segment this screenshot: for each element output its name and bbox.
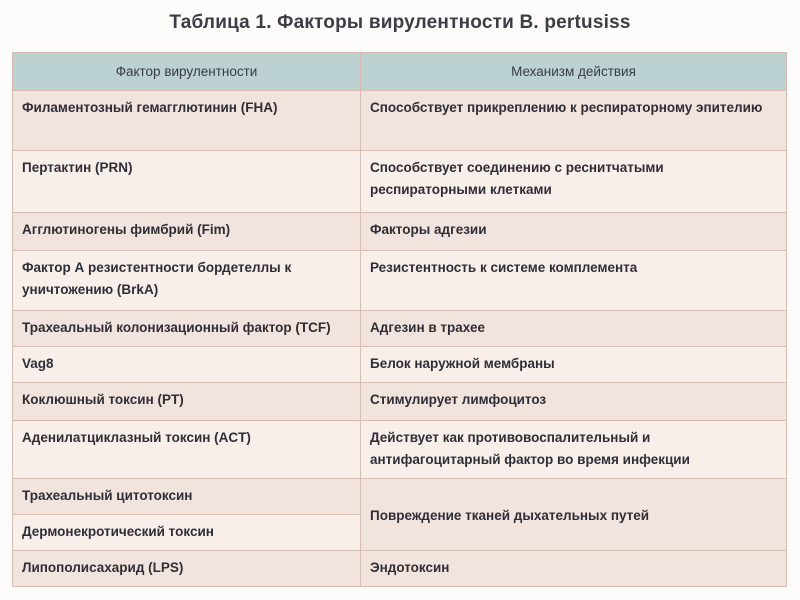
- mechanism-cell: Стимулирует лимфоцитоз: [361, 383, 787, 421]
- factor-cell: Аденилатциклазный токсин (ACT): [13, 421, 361, 479]
- factor-cell: Пертактин (PRN): [13, 151, 361, 213]
- mechanism-cell: Белок наружной мембраны: [361, 347, 787, 383]
- table-row: [13, 251, 787, 311]
- table-title: Таблица 1. Факторы вирулентности B. pertusiss: [169, 12, 631, 33]
- factor-cell: Vag8: [13, 347, 361, 383]
- factor-cell: Трахеальный колонизационный фактор (TCF): [13, 311, 361, 347]
- mechanism-cell: Резистентность к системе комплемента: [361, 251, 787, 311]
- table-row: [13, 479, 787, 515]
- table-row: [13, 421, 787, 479]
- mechanism-cell-merged: Повреждение тканей дыхательных путей: [361, 479, 787, 551]
- table-header-row: [13, 53, 787, 91]
- mechanism-cell: Факторы адгезии: [361, 213, 787, 251]
- virulence-factors-table: [12, 52, 787, 587]
- mechanism-cell: Адгезин в трахее: [361, 311, 787, 347]
- factor-cell: Трахеальный цитотоксин: [13, 479, 361, 515]
- table-row: [13, 383, 787, 421]
- factor-cell: Дермонекротический токсин: [13, 515, 361, 551]
- factor-cell: Агглютиногены фимбрий (Fim): [13, 213, 361, 251]
- mechanism-cell: Способствует соединению с реснитчатыми респираторными клетками: [361, 151, 787, 213]
- table-row: [13, 551, 787, 587]
- column-header-mechanism: Механизм действия: [361, 53, 787, 91]
- table-row: [13, 347, 787, 383]
- mechanism-cell: Способствует прикреплению к респираторному эпителию: [361, 91, 787, 151]
- factor-cell: Фактор А резистентности бордетеллы к уничтожению (BrkA): [13, 251, 361, 311]
- factor-cell: Коклюшный токсин (PT): [13, 383, 361, 421]
- mechanism-cell: Эндотоксин: [361, 551, 787, 587]
- table-row: [13, 213, 787, 251]
- factor-cell: Филаментозный гемагглютинин (FHA): [13, 91, 361, 151]
- mechanism-cell: Действует как противовоспалительный и антифагоцитарный фактор во время инфекции: [361, 421, 787, 479]
- table-row: [13, 151, 787, 213]
- table-row: [13, 311, 787, 347]
- column-header-factor: Фактор вирулентности: [13, 53, 361, 91]
- factor-cell: Липополисахарид (LPS): [13, 551, 361, 587]
- table-row: [13, 91, 787, 151]
